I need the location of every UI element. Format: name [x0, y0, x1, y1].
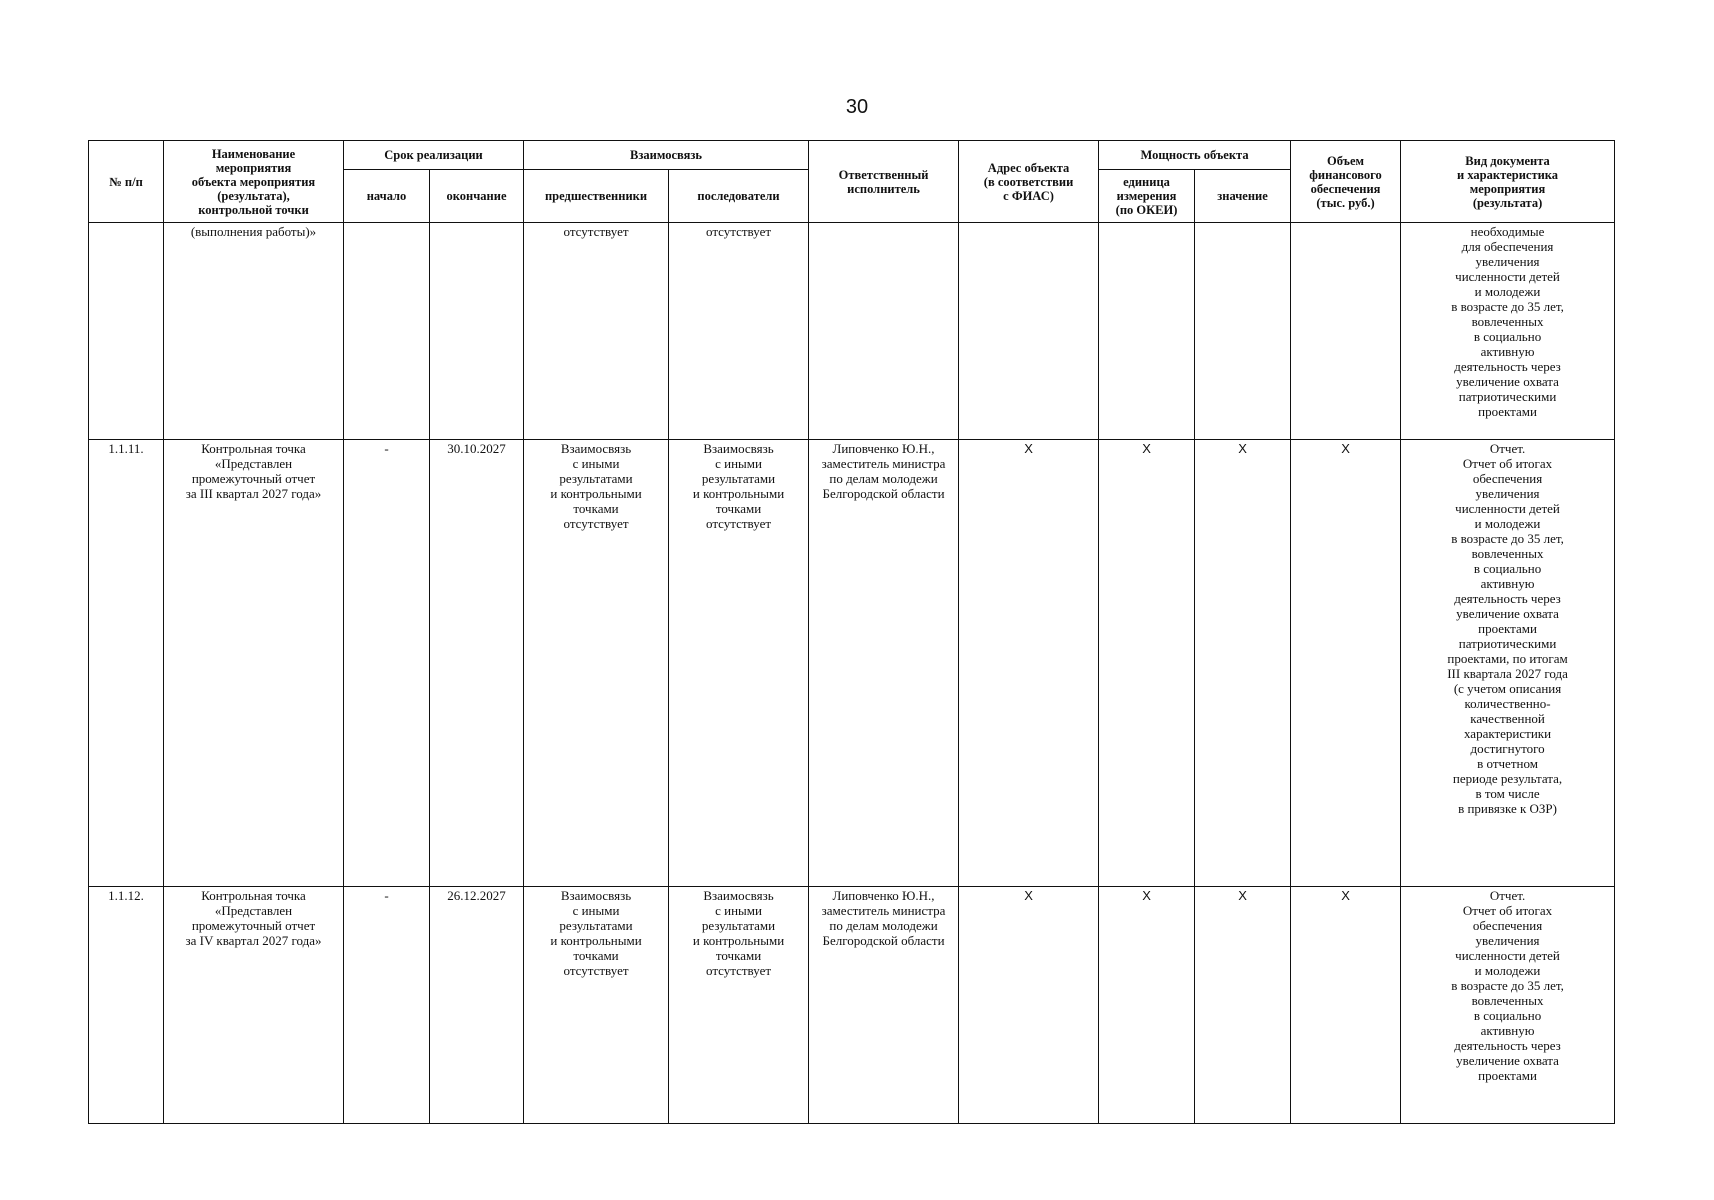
header-name: Наименование мероприятия объекта мероприятия (результата), контрольной точки	[164, 141, 344, 223]
cell-value: X	[1195, 887, 1291, 1124]
cell-end	[430, 223, 524, 440]
cell-value: X	[1195, 440, 1291, 887]
cell-funding	[1291, 223, 1401, 440]
cell-responsible	[809, 223, 959, 440]
cell-doc: Отчет. Отчет об итогах обеспечения увеличения численности детей и молодежи в возрасте до 35 лет, вовлеченных в социально активную деятельность через увеличение охвата проектами	[1401, 887, 1615, 1124]
cell-doc: Отчет. Отчет об итогах обеспечения увеличения численности детей и молодежи в возрасте до 35 лет, вовлеченных в социально активную деятельность через увеличение охвата проектами патриотическими проектами, по итогам III квартала 2027 года (с учетом описания количественно- качественной характеристики достигнутого в отчетном периоде результата, в том числе в привязке к ОЗР)	[1401, 440, 1615, 887]
table-row	[89, 887, 1615, 1124]
header-doc: Вид документа и характеристика мероприятия (результата)	[1401, 141, 1615, 223]
cell-predecessors: Взаимосвязь с иными результатами и контрольными точками отсутствует	[524, 440, 669, 887]
cell-responsible: Липовченко Ю.Н., заместитель министра по делам молодежи Белгородской области	[809, 440, 959, 887]
cell-predecessors: Взаимосвязь с иными результатами и контрольными точками отсутствует	[524, 887, 669, 1124]
header-num: № п/п	[89, 141, 164, 223]
cell-name: Контрольная точка «Представлен промежуточный отчет за IV квартал 2027 года»	[164, 887, 344, 1124]
table-row	[89, 440, 1615, 887]
cell-address: X	[959, 440, 1099, 887]
header-responsible: Ответственный исполнитель	[809, 141, 959, 223]
cell-start: -	[344, 440, 430, 887]
cell-unit: X	[1099, 440, 1195, 887]
page-number: 30	[845, 96, 869, 118]
header-unit: единица измерения (по ОКЕИ)	[1099, 170, 1195, 223]
header-value: значение	[1195, 170, 1291, 223]
cell-unit: X	[1099, 887, 1195, 1124]
header-end: окончание	[430, 170, 524, 223]
table-row	[89, 223, 1615, 440]
cell-funding: X	[1291, 440, 1401, 887]
header-funding: Объем финансового обеспечения (тыс. руб.)	[1291, 141, 1401, 223]
cell-successors: отсутствует	[669, 223, 809, 440]
header-relation: Взаимосвязь	[524, 141, 809, 170]
cell-funding: X	[1291, 887, 1401, 1124]
header-capacity: Мощность объекта	[1099, 141, 1291, 170]
cell-start: -	[344, 887, 430, 1124]
cell-name: (выполнения работы)»	[164, 223, 344, 440]
cell-num: 1.1.12.	[89, 887, 164, 1124]
header-address: Адрес объекта (в соответствии с ФИАС)	[959, 141, 1099, 223]
cell-predecessors: отсутствует	[524, 223, 669, 440]
cell-successors: Взаимосвязь с иными результатами и контрольными точками отсутствует	[669, 440, 809, 887]
cell-num	[89, 223, 164, 440]
cell-doc: необходимые для обеспечения увеличения численности детей и молодежи в возрасте до 35 лет, вовлеченных в социально активную деятельность через увеличение охвата патриотическими проектами	[1401, 223, 1615, 440]
header-predecessors: предшественники	[524, 170, 669, 223]
header-start: начало	[344, 170, 430, 223]
cell-value	[1195, 223, 1291, 440]
cell-unit	[1099, 223, 1195, 440]
header-term: Срок реализации	[344, 141, 524, 170]
activities-table	[88, 140, 1615, 1124]
header-successors: последователи	[669, 170, 809, 223]
cell-num: 1.1.11.	[89, 440, 164, 887]
cell-address: X	[959, 887, 1099, 1124]
cell-end: 30.10.2027	[430, 440, 524, 887]
cell-successors: Взаимосвязь с иными результатами и контрольными точками отсутствует	[669, 887, 809, 1124]
cell-name: Контрольная точка «Представлен промежуточный отчет за III квартал 2027 года»	[164, 440, 344, 887]
cell-start	[344, 223, 430, 440]
cell-end: 26.12.2027	[430, 887, 524, 1124]
cell-responsible: Липовченко Ю.Н., заместитель министра по делам молодежи Белгородской области	[809, 887, 959, 1124]
cell-address	[959, 223, 1099, 440]
